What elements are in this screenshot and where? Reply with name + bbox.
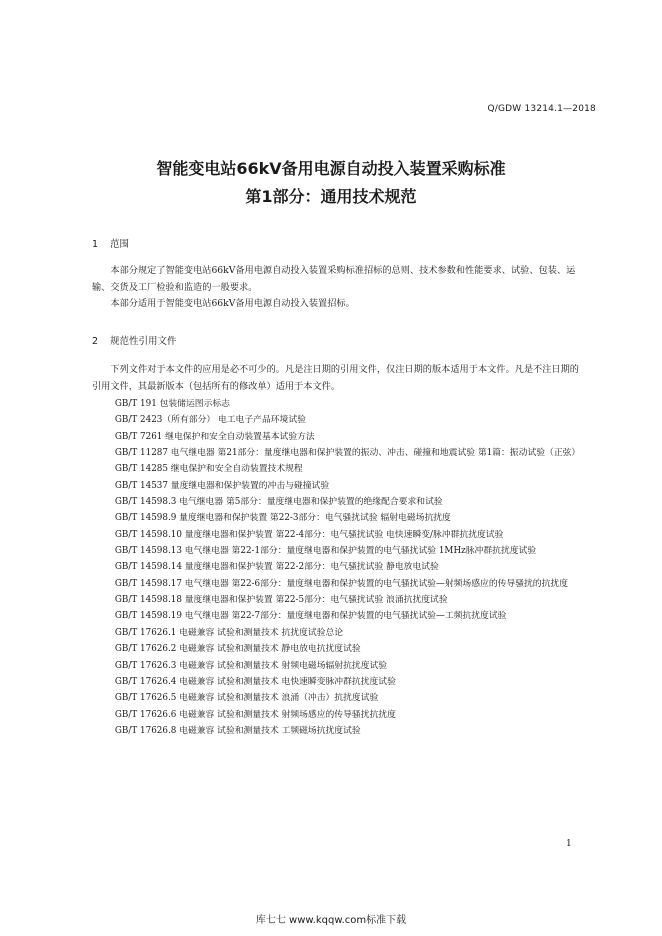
paragraph: 下列文件对于本文件的应用是必不可少的。凡是注日期的引用文件，仅注日期的版本适用于本文件。凡是不注日期的引用文件，其最新版本（包括所有的修改单）适用于本文件。 xyxy=(92,364,579,392)
section-2-heading xyxy=(92,333,177,347)
reference-item: GB/T 14537 量度继电器和保护装置的冲击与碰撞试验 xyxy=(114,480,330,491)
section-1-heading xyxy=(92,236,129,250)
reference-item: GB/T 191 包装储运图示标志 xyxy=(114,399,230,409)
paragraph: 本部分适用于智能变电站66kV备用电源自动投入装置招标。 xyxy=(110,298,355,310)
footer-watermark: 库七七 www.kqqw.com标准下载 xyxy=(255,915,407,926)
reference-item: GB/T 14598.19 电气继电器 第22-7部分：量度继电器和保护装置的电气骚扰试验—工频抗扰度试验 xyxy=(114,611,507,622)
reference-item: GB/T 7261 继电保护和安全自动装置基本试验方法 xyxy=(114,431,315,442)
reference-item: GB/T 17626.2 电磁兼容 试验和测量技术 静电放电抗扰度试验 xyxy=(114,644,361,655)
reference-item: GB/T 14598.10 量度继电器和保护装置 第22-4部分：电气骚扰试验 电快速瞬变/脉冲群抗扰度试验 xyxy=(114,529,504,540)
document-title: 智能变电站66kV备用电源自动投入装置采购标准 xyxy=(156,159,506,178)
reference-item: GB/T 17626.8 电磁兼容 试验和测量技术 工频磁场抗扰度试验 xyxy=(114,725,361,736)
paragraph: 本部分规定了智能变电站66kV备用电源自动投入装置采购标准招标的总则、技术参数和性能要求、试验、包装、运输、交货及工厂检验和监造的一般要求。 xyxy=(92,265,576,293)
reference-item: GB/T 14598.17 电气继电器 第22-6部分：量度继电器和保护装置的电气骚扰试验—射频场感应的传导骚扰的抗扰度 xyxy=(114,578,568,589)
section-1-body xyxy=(92,263,584,313)
reference-item: GB/T 14598.13 电气继电器 第22-1部分：量度继电器和保护装置的电气骚扰试验 1MHz脉冲群抗扰度试验 xyxy=(114,546,537,557)
reference-item: GB/T 14598.3 电气继电器 第5部分：量度继电器和保护装置的绝缘配合要求和试验 xyxy=(114,497,443,508)
section-number: 2 xyxy=(92,336,99,347)
reference-item: GB/T 14598.14 量度继电器和保护装置 第22-2部分：电气骚扰试验 静电放电试验 xyxy=(114,562,439,573)
reference-item: GB/T 2423（所有部分） 电工电子产品环境试验 xyxy=(114,415,306,426)
reference-item: GB/T 17626.1 电磁兼容 试验和测量技术 抗扰度试验总论 xyxy=(114,627,344,638)
document-subtitle: 第1部分：通用技术规范 xyxy=(245,187,417,206)
section-2-intro xyxy=(92,362,584,395)
reference-item: GB/T 14598.9 量度继电器和保护装置 第22-3部分：电气骚扰试验 辐射电磁场抗扰度 xyxy=(114,513,451,524)
reference-item: GB/T 14285 继电保护和安全自动装置技术规程 xyxy=(114,464,303,475)
reference-item: GB/T 17626.6 电磁兼容 试验和测量技术 射频场感应的传导骚扰抗扰度 xyxy=(114,709,396,720)
section-title: 规范性引用文件 xyxy=(110,336,177,347)
reference-item: GB/T 14598.18 量度继电器和保护装置 第22-5部分：电气骚扰试验 浪涌抗扰度试验 xyxy=(114,595,448,606)
section-title: 范围 xyxy=(110,239,130,250)
reference-item: GB/T 17626.5 电磁兼容 试验和测量技术 浪涌（冲击）抗扰度试验 xyxy=(114,693,379,704)
document-code: Q/GDW 13214.1—2018 xyxy=(487,104,596,114)
reference-item: GB/T 17626.4 电磁兼容 试验和测量技术 电快速瞬变脉冲群抗扰度试验 xyxy=(114,676,396,687)
reference-item: GB/T 17626.3 电磁兼容 试验和测量技术 射频电磁场辐射抗扰度试验 xyxy=(114,660,388,671)
reference-item: GB/T 11287 电气继电器 第21部分：量度继电器和保护装置的振动、冲击、碰撞和地震试验 第1篇：振动试验（正弦） xyxy=(114,448,581,459)
page-number: 1 xyxy=(566,839,572,849)
reference-list xyxy=(92,396,584,739)
section-number: 1 xyxy=(92,239,99,250)
